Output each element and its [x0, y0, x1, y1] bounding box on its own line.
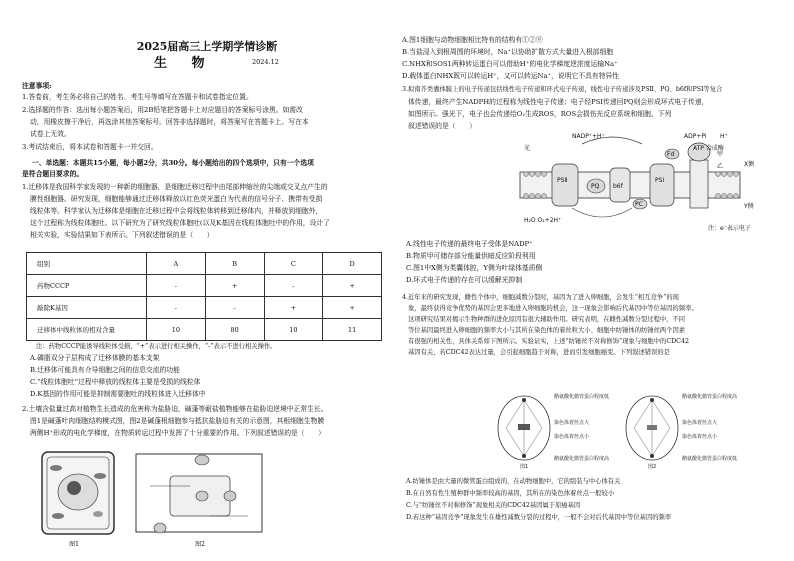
water-label: H₂O O₂+2H⁺: [524, 217, 562, 224]
q1-line: 膜性细胞器。研究发现，细胞能够通过迁移体释放以红色荧光蛋白为代表的信号分子、携带有受损: [30, 195, 323, 203]
atp-synthase-label: ATP 合成酶: [693, 145, 724, 152]
q2-option-a: A.图1细胞与动物细胞相比特有的结构有①②⑨: [402, 36, 543, 44]
thylakoid-diagram: [512, 130, 774, 238]
table-row: [27, 297, 382, 319]
q3-option-c: C.图1中X侧为类囊体腔，Y侧为叶绿体基质侧: [406, 264, 543, 272]
centromere-large-label-2: 染色体着丝点大: [682, 420, 718, 426]
q2-line: 2.土壤含盐量过高对植物生长造成的危害称为盐胁迫，碱蓬等耐盐植物能够在盐胁迫逆境中正常生长。: [22, 405, 328, 413]
table-cell: +: [205, 275, 264, 297]
fig1-caption: 图1: [69, 541, 79, 548]
q1-option-d: D.K基因的作用可能是抑制需要胞吐的线粒体进入迁移体中: [30, 390, 206, 398]
q4-line: 这项研究结果对揭示生物种群的进化原因有很大辅助作用。研究表明，在雌性减数分裂过程中，不同: [408, 316, 686, 323]
table-cell: +: [323, 275, 382, 297]
section-heading: 一、单选题：本题共15小题，每小题2分，共30分。每小题给出的四个选项中，只有一个选项: [32, 159, 314, 167]
centromere-small-label: 染色体着丝点小: [554, 434, 590, 440]
table-header: D: [323, 253, 382, 275]
exam-title: 2025届高三上学期学情诊断: [136, 40, 278, 53]
note-line: 动，用橡皮擦干净后，再选涂其他答案标号。回答非选择题时，将答案写在答题卡上。写在本: [30, 118, 309, 126]
pole-high-label-2: 酪氨酸化微管蛋白程度高: [682, 394, 738, 400]
q4-line: 象，最终获得竞争优势的基因会更多地进入卵细胞的机会，这一现象会影响后代基因中等位基因的频率。: [408, 305, 698, 312]
spindle-fig1-caption: 图1: [520, 464, 529, 470]
psii-label: PSⅡ: [557, 177, 568, 184]
yi-label: 乙: [717, 163, 724, 170]
diagram-note: 注：e⁻表示电子: [708, 225, 751, 232]
table-cell: 迁移体中线粒体的相对含量: [27, 319, 147, 341]
root-transport-figure: [130, 446, 270, 554]
table-cell: +: [323, 297, 382, 319]
plant-cell-figure: [34, 446, 124, 554]
note-line: 3.考试结束后，将本试卷和答题卡一并交回。: [22, 143, 158, 151]
table-cell: 11: [323, 319, 382, 341]
pc-label: PC: [635, 201, 643, 208]
q1-note: 注：药物CCCP能诱导线粒体受损，“+”表示进行相关操作，“-”表示不进行相关操作。: [36, 343, 277, 350]
table-row: [27, 319, 382, 341]
pole-low-label-2: 酪氨酸化微管蛋白程度低: [682, 456, 738, 462]
light-label: 光: [524, 145, 531, 152]
q3-option-a: A.线性电子传递的最终电子受体是NADP⁺: [406, 240, 533, 248]
h-label: H⁺: [720, 133, 728, 140]
q3-line: 3.拟南芥类囊体膜上的电子传递包括线性电子传递和环式电子传递，线性电子传递涉及PSⅡ、PQ、b6f和PSⅠ等复合: [402, 86, 723, 93]
q4-option-d: D.若这种“基因竞争”现象发生在雄性减数分裂的过程中，一般不会对后代基因中等位基因的频率: [406, 514, 672, 521]
subject-title: 生 物: [154, 56, 215, 71]
table-header: A: [147, 253, 206, 275]
table-cell: -: [147, 297, 206, 319]
q1-line: 1.迁移体是我国科学家发现的一种新的细胞器，是细胞迁移过程中由尾部伸缩丝的尖端或交叉点产生的: [22, 183, 328, 191]
jia-label: 甲: [717, 151, 724, 158]
q1-option-c: C.“线粒体胞吐”过程中释放的线粒体主要是受损的线粒体: [30, 378, 201, 386]
q2-option-b: B.当盐浸入到根周围的环境时，Na⁺以协助扩散方式大量进入根部细胞: [402, 48, 614, 56]
q2-option-c: C.NHX和SOS1两种转运蛋白可以借助H⁺的电化学梯度逆浓度运输Na⁺: [402, 60, 618, 68]
table-row: [27, 253, 382, 275]
table-header: 组别: [27, 253, 147, 275]
q2-option-d: D.载体蛋白NHX既可以转运H⁺，又可以转运Na⁺，说明它不具有特异性: [402, 72, 620, 80]
y-side-label: Y侧: [744, 203, 754, 210]
table-cell: -: [205, 297, 264, 319]
q4-option-a: A.纺锤体是由大量的微管蛋白组成的，在动物细胞中，它的组装与中心体有关: [406, 478, 621, 485]
q3-option-d: D.环式电子传递的存在可以缓解光抑制: [406, 276, 523, 284]
q4-line: 基因有关，若CDC42表达过量，会引起细胞趋于对称，进而引发细胞癌变。下列叙述错误的是: [408, 349, 670, 356]
table-cell: 敲除K基因: [27, 297, 147, 319]
psi-label: PSⅠ: [655, 177, 665, 184]
table-cell: -: [264, 275, 323, 297]
q3-line: 体传递，最终产生NADPH的过程称为线性电子传递；电子经PSⅠ传递回PQ则会形成环式电子传递，: [408, 98, 709, 106]
fd-label: Fd: [667, 151, 675, 158]
table-cell: 10: [147, 319, 206, 341]
table-header: B: [205, 253, 264, 275]
spindle-figure-2: [620, 388, 770, 470]
section-heading-cont: 是符合题目要求的。: [22, 170, 84, 178]
note-line: 1.答卷前，考生务必将自己的姓名、考生号等填写在答题卡和试卷指定位置。: [22, 93, 253, 101]
note-line: 2.选择题的作答：选出每小题答案后，用2B铅笔把答题卡上对应题目的答案标号涂黑。如需改: [22, 106, 303, 114]
q2-line: 图1是碱蓬叶肉细胞结构模式图，图2是碱蓬根细胞参与抵抗盐胁迫有关的示意图，其根细胞生物膜: [30, 417, 325, 425]
q4-line: 有很强的相关性，具体关系如下图所示。实验证实，上述“纺锤丝不对称修饰”现象与细胞中的CDC42: [408, 338, 690, 345]
q4-option-c: C.与“纺锤丝不对称修饰”现象相关的CDC42基因属于原癌基因: [406, 502, 581, 509]
x-side-label: X侧: [744, 161, 755, 168]
exam-date: 2024.12: [252, 58, 279, 66]
q3-line: 叙述错误的是（ ）: [408, 122, 476, 130]
table-header: C: [264, 253, 323, 275]
right-column: [402, 0, 774, 561]
table-cell: 药物CCCP: [27, 275, 147, 297]
table-cell: +: [264, 297, 323, 319]
q1-line: 这个过程称为线粒体胞吐。以下研究为了研究线粒体胞吐(以及K基因在线粒体胞吐中的作用，设计了: [30, 219, 330, 227]
notes-heading: 注意事项:: [22, 82, 52, 90]
centromere-small-label-2: 染色体着丝点小: [682, 434, 718, 440]
table-cell: -: [147, 275, 206, 297]
q2-line: 两侧H⁺形成的电化学梯度，在物质转运过程中发挥了十分重要的作用。下列叙述错误的是（ ）: [30, 429, 325, 437]
q3-line: 如图所示。强光下，电子也会传递给O₂生成ROS，ROS会损伤光反应系统和细胞。下列: [408, 110, 672, 118]
q4-option-b: B.在自然有性生殖种群中频率较高的基因，其所在的染色体着丝点一般较小: [406, 490, 615, 497]
b6f-label: b6f: [613, 183, 623, 190]
table-cell: 10: [264, 319, 323, 341]
adp-label: ADP+Pi: [684, 133, 707, 140]
q1-option-a: A.磷脂双分子层构成了迁移体膜的基本支架: [30, 354, 160, 362]
q1-line: 线粒体等。科学家认为迁移体是细胞在迁移过程中会将线粒体转移到迁移体内，并释放到细胞外，: [30, 207, 323, 215]
note-line: 试卷上无效。: [30, 130, 71, 138]
pq-label: PQ: [591, 183, 600, 190]
spindle-figure-1: [492, 388, 612, 470]
q1-table: [26, 252, 382, 341]
table-row: [27, 275, 382, 297]
spindle-fig2-caption: 图2: [648, 464, 657, 470]
table-cell: 80: [205, 319, 264, 341]
pole-low-label: 酪氨酸化微管蛋白程度低: [554, 394, 610, 400]
q1-option-b: B.迁移体可能具有介导细胞之间的信息交流的功能: [30, 366, 180, 374]
pole-high-label: 酪氨酸化微管蛋白程度高: [554, 456, 610, 462]
centromere-large-label: 染色体着丝点大: [554, 420, 590, 426]
q1-line: 相关实验，实验结果如下表所示。下列叙述错误的是（ ）: [30, 231, 214, 239]
fig2-caption: 图2: [195, 541, 205, 548]
q4-line: 等位基因最终进入卵细胞的频率大小与其所在染色体的着丝粒大小、细胞中纺锤体的纺锤丝两个因素: [408, 327, 686, 334]
q4-line: 4.近年来的研究发现，雌性个体中，细胞减数分裂时，基因为了进入卵细胞，会发生“相互竞争”的现: [402, 294, 679, 301]
left-column: [22, 0, 392, 561]
nadp-label: NADP⁺+H⁺: [572, 133, 605, 140]
q3-option-b: B.物质甲可储存部分能量供暗反应阶段利用: [406, 252, 536, 260]
